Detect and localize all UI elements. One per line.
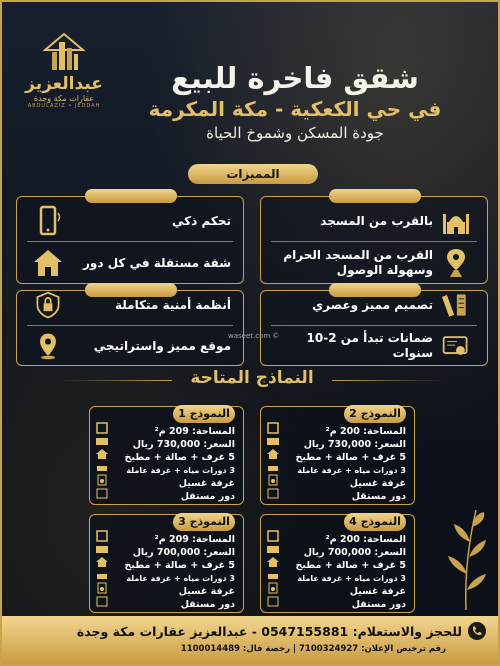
decorative-leaf-icon (436, 502, 492, 612)
smartphone-icon (27, 201, 69, 241)
model-rooms: 5 غرف + صالة + مطبخ (124, 560, 235, 571)
feature-item (17, 241, 243, 285)
laundry-icon (266, 473, 280, 486)
features-label: المميزات (188, 164, 318, 184)
feature-item (261, 325, 487, 367)
area-icon (266, 421, 280, 434)
floor-icon (266, 486, 280, 499)
model-laundry: غرفة غسيل (349, 586, 406, 597)
model-baths: 3 دورات مياه + غرفة عاملة (297, 466, 406, 475)
model-price: السعر: 730,000 ريال (303, 439, 406, 450)
model-baths: 3 دورات مياه + غرفة عاملة (126, 466, 235, 475)
floor-icon (266, 594, 280, 607)
feature-text: بالقرب من المسجد (320, 213, 433, 228)
area-icon (266, 529, 280, 542)
model-baths: 3 دورات مياه + غرفة عاملة (126, 574, 235, 583)
mosque-icon (435, 201, 477, 241)
feature-text: موقع مميز واستراتيجي (93, 338, 231, 353)
model-floor: دور مستقل (351, 491, 406, 502)
feature-text: أنظمة أمنية متكاملة (114, 297, 231, 312)
headline-title: شقق فاخرة للبيع (171, 61, 419, 95)
contact-footer (2, 616, 498, 664)
watermark: waseet.com © (228, 332, 280, 340)
house-icon (266, 555, 280, 568)
map-pin-icon (27, 326, 69, 366)
headline-tagline: جودة المسكن وشموخ الحياة (206, 124, 384, 142)
card-icons (95, 529, 115, 607)
brand-subtitle: عقارات مكة وجدة (33, 94, 95, 103)
lock-icon (27, 285, 69, 325)
model-name: النموذج 2 (344, 405, 406, 423)
house-icon (266, 447, 280, 460)
model-card-2 (260, 406, 415, 505)
license-text: رقم ترخيص الإعلان: 7100324927 | رخصة فال: 1100014489 (180, 644, 446, 654)
bath-icon (266, 460, 280, 473)
feature-item (261, 241, 487, 285)
feature-text: تصميم مميز وعصري (312, 297, 433, 312)
model-name: النموذج 3 (173, 513, 235, 531)
model-area: المساحة: 200 م² (325, 534, 406, 545)
model-floor: دور مستقل (180, 491, 235, 502)
model-price: السعر: 700,000 ريال (132, 547, 235, 558)
feature-text: القرب من المسجد الحرام وسهولة الوصول (283, 248, 433, 277)
headline-location: في حي الكعكية - مكة المكرمة (148, 97, 442, 121)
model-floor: دور مستقل (180, 599, 235, 610)
feature-item (261, 287, 487, 323)
model-laundry: غرفة غسيل (349, 478, 406, 489)
model-rooms: 5 غرف + صالة + مطبخ (124, 452, 235, 463)
bath-icon (95, 568, 109, 581)
model-laundry: غرفة غسيل (178, 586, 235, 597)
model-laundry: غرفة غسيل (178, 478, 235, 489)
model-card-4 (260, 514, 415, 613)
model-area: المساحة: 209 م² (154, 534, 235, 545)
laundry-icon (266, 581, 280, 594)
money-icon (95, 542, 109, 555)
bath-icon (95, 460, 109, 473)
feature-item (17, 287, 243, 323)
feature-text: ضمانات تبدأ من 2-10 سنوات (306, 331, 433, 360)
money-icon (95, 434, 109, 447)
model-rooms: 5 غرف + صالة + مطبخ (295, 452, 406, 463)
feature-text: شقة مستقلة في كل دور (83, 255, 231, 270)
house-icon (27, 243, 69, 283)
model-details (117, 533, 235, 611)
model-details (117, 425, 235, 503)
model-name: النموذج 4 (344, 513, 406, 531)
model-details (288, 533, 406, 611)
model-floor: دور مستقل (351, 599, 406, 610)
feature-group-4 (16, 290, 244, 366)
feature-item (17, 325, 243, 367)
building-logo-icon (39, 28, 89, 72)
model-area: المساحة: 200 م² (325, 426, 406, 437)
floor-icon (95, 486, 109, 499)
feature-item (17, 199, 243, 243)
feature-group-1 (260, 196, 488, 284)
model-rooms: 5 غرف + صالة + مطبخ (295, 560, 406, 571)
brand-logo (16, 28, 112, 108)
model-name: النموذج 1 (173, 405, 235, 423)
phone-icon (468, 622, 486, 640)
brand-name: عبدالعزيز (25, 74, 103, 94)
model-baths: 3 دورات مياه + غرفة عاملة (297, 574, 406, 583)
floor-icon (95, 594, 109, 607)
model-details (288, 425, 406, 503)
bath-icon (266, 568, 280, 581)
location-road-icon (435, 243, 477, 283)
area-icon (95, 529, 109, 542)
card-icons (95, 421, 115, 499)
area-icon (95, 421, 109, 434)
model-price: السعر: 730,000 ريال (132, 439, 235, 450)
model-price: السعر: 700,000 ريال (303, 547, 406, 558)
contact-text: للحجز والاستعلام: 0547155881 - عبدالعزيز عقارات مكة وجدة (76, 623, 462, 639)
model-area: المساحة: 209 م² (154, 426, 235, 437)
feature-group-3 (260, 290, 488, 366)
money-icon (266, 542, 280, 555)
feature-group-2 (16, 196, 244, 284)
brand-english: ABDULAZIZ • JEDDAH (27, 103, 101, 109)
certificate-icon (435, 326, 477, 366)
house-icon (95, 447, 109, 460)
headline (112, 60, 478, 144)
model-card-1 (89, 406, 244, 505)
design-tools-icon (435, 285, 477, 325)
card-icons (266, 529, 286, 607)
models-title: النماذج المتاحة (190, 368, 314, 388)
house-icon (95, 555, 109, 568)
contact-line (14, 622, 486, 640)
laundry-icon (95, 581, 109, 594)
feature-item (261, 199, 487, 243)
card-icons (266, 421, 286, 499)
laundry-icon (95, 473, 109, 486)
model-card-3 (89, 514, 244, 613)
feature-text: تحكم ذكي (172, 213, 231, 228)
money-icon (266, 434, 280, 447)
